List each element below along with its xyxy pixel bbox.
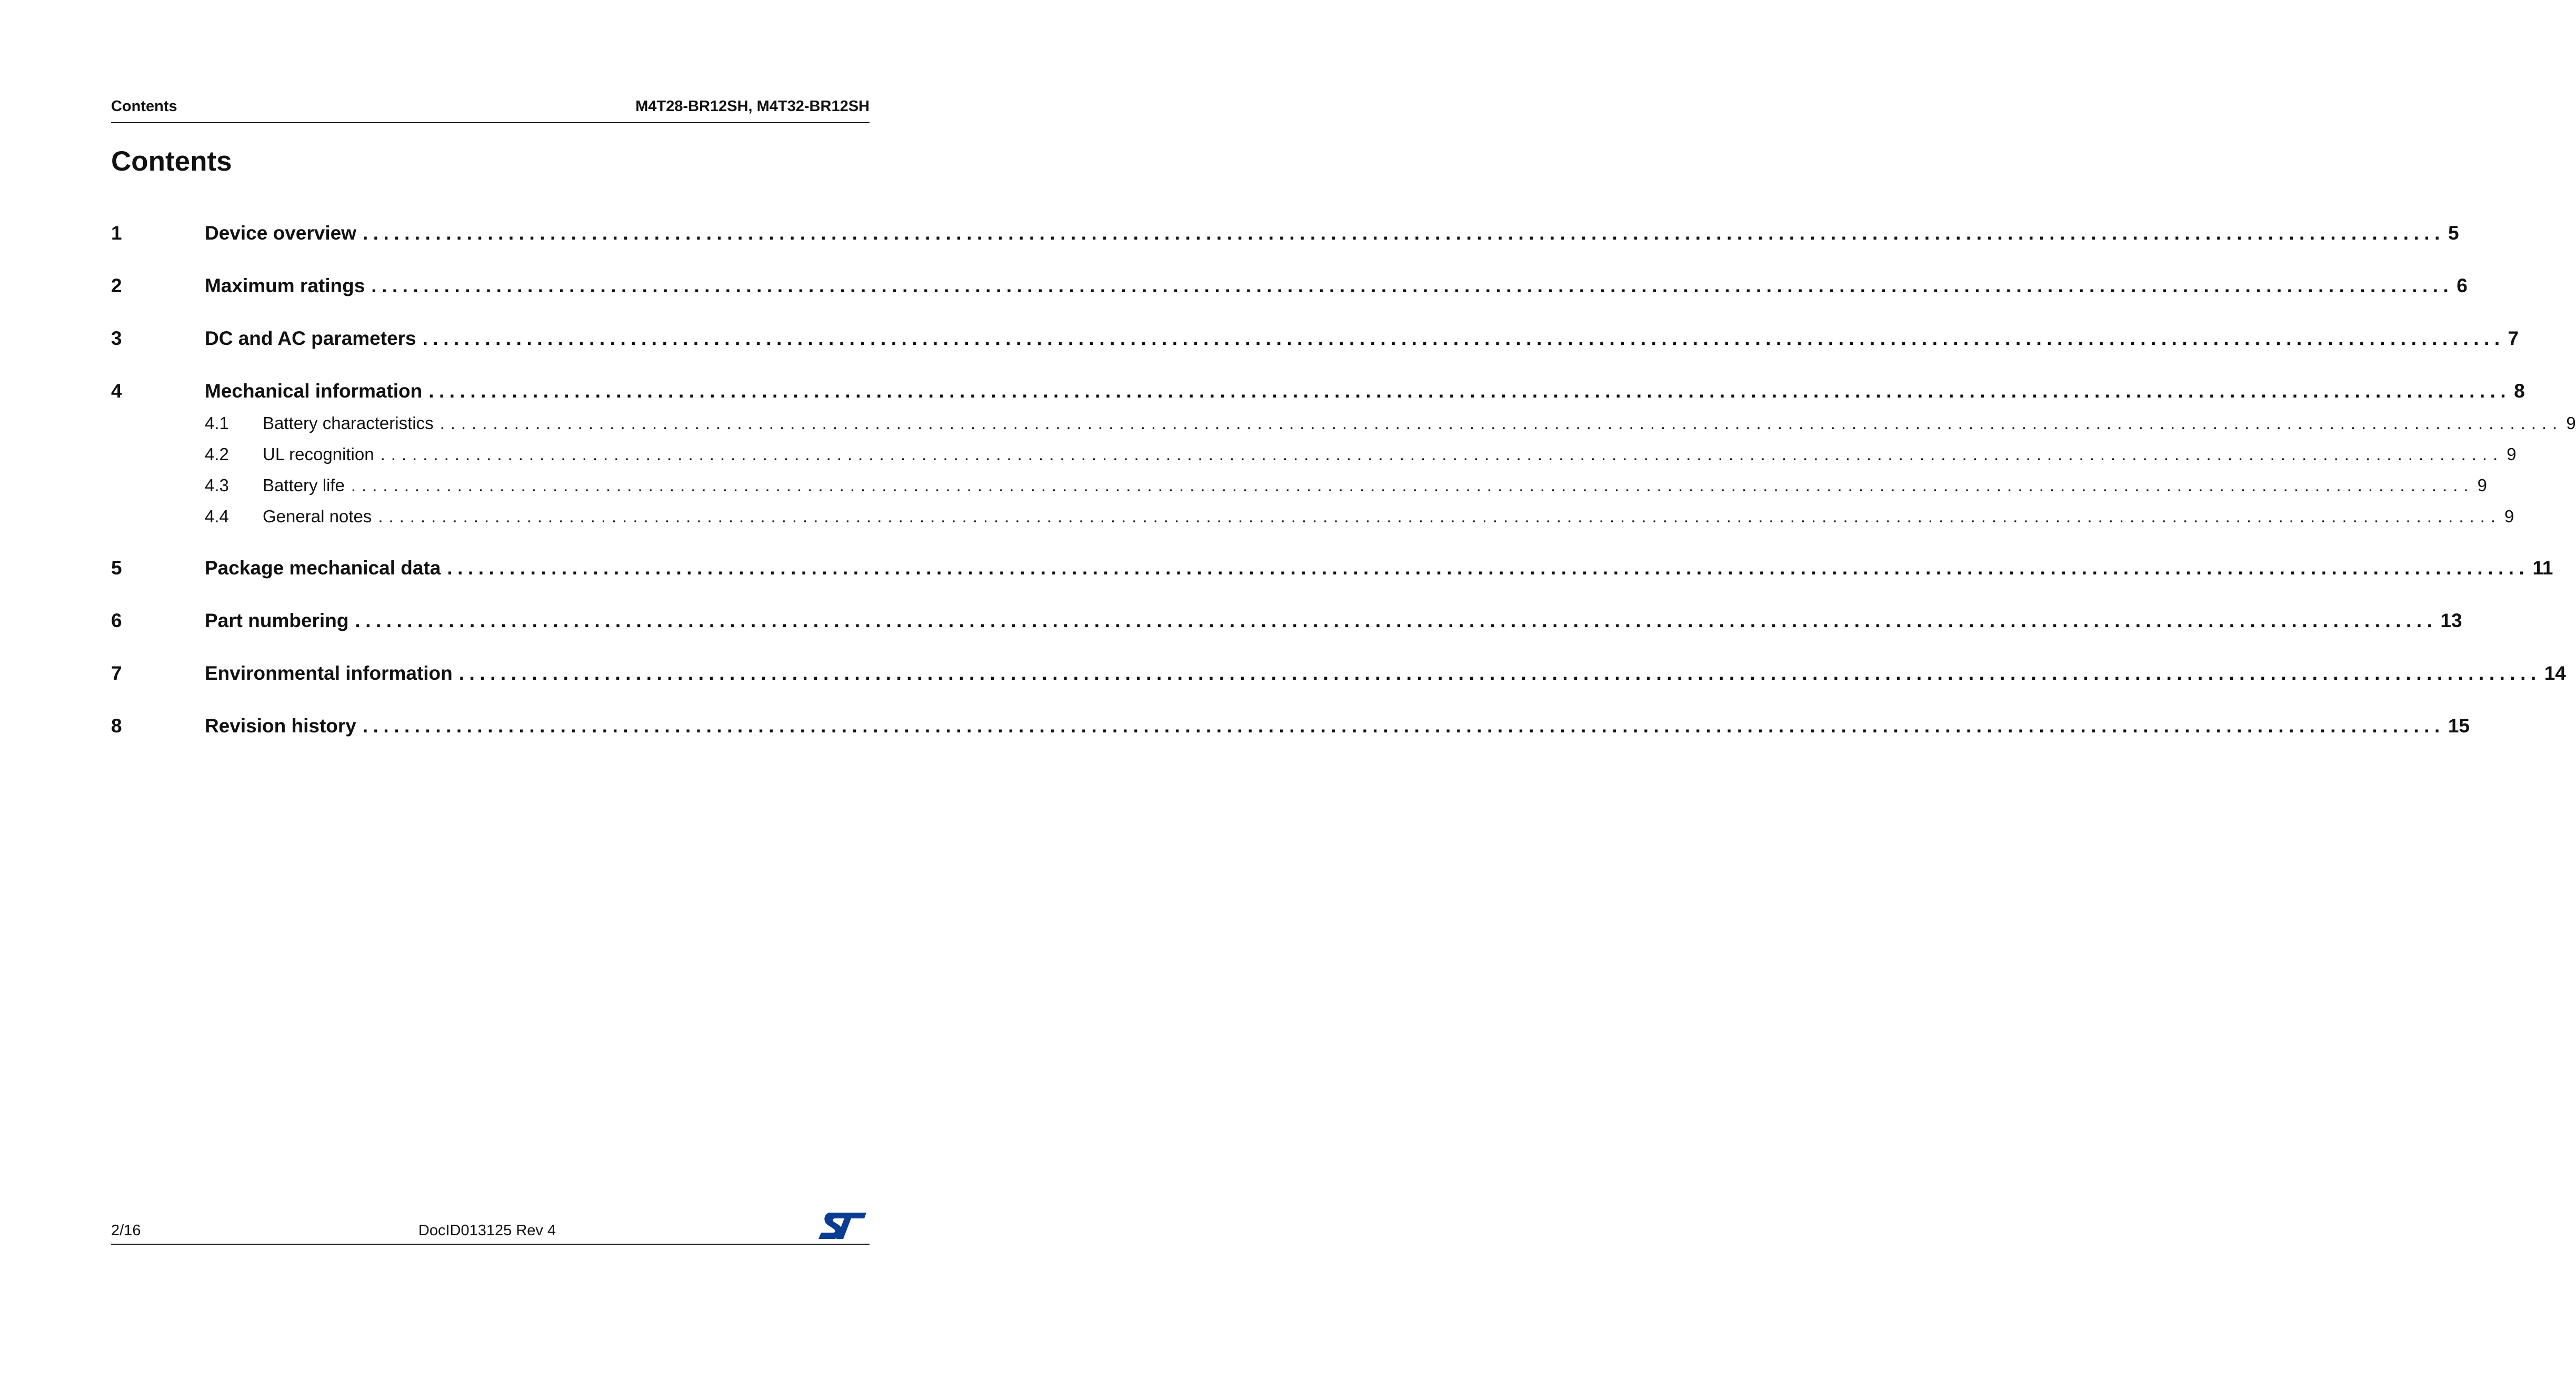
footer-divider bbox=[111, 1244, 870, 1245]
toc-entry-battery-life[interactable] bbox=[111, 474, 2487, 497]
toc-entry-number: 4 bbox=[111, 380, 122, 402]
toc-entry-page: 14 bbox=[2544, 662, 2566, 684]
toc-entry-number: 4.3 bbox=[205, 475, 229, 495]
toc-entry-environmental-information[interactable] bbox=[111, 661, 2566, 686]
toc-entry-title: Mechanical information bbox=[205, 380, 423, 402]
toc-entry-page: 13 bbox=[2440, 610, 2462, 631]
toc-entry-title: Environmental information bbox=[205, 662, 453, 684]
toc-entry-title: Battery characteristics bbox=[263, 413, 434, 433]
toc-entry-title: Device overview bbox=[205, 222, 356, 244]
toc-entry-page: 6 bbox=[2457, 275, 2468, 296]
toc-entry-title: General notes bbox=[263, 507, 372, 526]
footer-doc-id: DocID013125 Rev 4 bbox=[418, 1222, 556, 1239]
toc-entry-page: 5 bbox=[2448, 222, 2459, 244]
toc-entry-title: Revision history bbox=[205, 715, 356, 737]
toc-entry-number: 1 bbox=[111, 222, 122, 244]
toc-dot-leader: ........................................................................................................................................................................................................ bbox=[351, 475, 2474, 495]
toc-entry-page: 9 bbox=[2477, 475, 2487, 495]
toc-entry-page: 15 bbox=[2448, 715, 2470, 737]
toc-entry-number: 3 bbox=[111, 328, 122, 349]
toc-entry-maximum-ratings[interactable] bbox=[111, 274, 2468, 298]
toc-entry-part-numbering[interactable] bbox=[111, 609, 2462, 633]
toc-dot-leader: ........................................................................................................................................................................................................ bbox=[355, 610, 2438, 631]
toc-entry-page: 9 bbox=[2507, 444, 2517, 464]
toc-entry-page: 11 bbox=[2532, 557, 2553, 579]
toc-entry-title: Maximum ratings bbox=[205, 275, 365, 296]
header-divider bbox=[111, 122, 870, 123]
toc-dot-leader: ........................................................................................................................................................................................................ bbox=[362, 715, 2445, 737]
st-logo-icon bbox=[817, 1211, 867, 1241]
toc-entry-number: 5 bbox=[111, 557, 122, 579]
toc-entry-number: 4.4 bbox=[205, 507, 229, 526]
toc-dot-leader: ........................................................................................................................................................................................................ bbox=[447, 557, 2530, 579]
toc-entry-mechanical-information[interactable] bbox=[111, 379, 2525, 403]
toc-dot-leader: ........................................................................................................................................................................................................ bbox=[378, 507, 2502, 526]
toc-dot-leader: ........................................................................................................................................................................................................ bbox=[380, 444, 2504, 464]
toc-entry-battery-characteristics[interactable] bbox=[111, 412, 2576, 434]
toc-entry-page: 8 bbox=[2514, 380, 2525, 402]
toc-entry-number: 4.1 bbox=[205, 413, 229, 433]
toc-entry-ul-recognition[interactable] bbox=[111, 443, 2517, 465]
running-header-product: M4T28-BR12SH, M4T32-BR12SH bbox=[635, 98, 870, 115]
toc-entry-dc-ac-parameters[interactable] bbox=[111, 326, 2519, 351]
toc-entry-general-notes[interactable] bbox=[111, 505, 2514, 528]
toc-dot-leader: ........................................................................................................................................................................................................ bbox=[362, 222, 2445, 244]
toc-entry-page: 9 bbox=[2504, 507, 2514, 526]
toc-entry-page: 9 bbox=[2566, 413, 2576, 433]
toc-dot-leader: ........................................................................................................................................................................................................ bbox=[440, 413, 2563, 433]
toc-dot-leader: ........................................................................................................................................................................................................ bbox=[428, 380, 2511, 402]
toc-entry-revision-history[interactable] bbox=[111, 714, 2470, 738]
toc-entry-number: 8 bbox=[111, 715, 122, 737]
toc-dot-leader: ........................................................................................................................................................................................................ bbox=[422, 328, 2505, 349]
page-title: Contents bbox=[111, 146, 232, 177]
toc-dot-leader: ........................................................................................................................................................................................................ bbox=[458, 662, 2541, 684]
toc-entry-number: 4.2 bbox=[205, 444, 229, 464]
running-header-section: Contents bbox=[111, 98, 177, 115]
toc-entry-device-overview[interactable] bbox=[111, 221, 2459, 245]
toc-dot-leader: ........................................................................................................................................................................................................ bbox=[371, 275, 2454, 296]
toc-entry-title: Battery life bbox=[263, 475, 345, 495]
st-logo-shape bbox=[818, 1213, 866, 1239]
toc-entry-number: 7 bbox=[111, 662, 122, 684]
toc-entry-title: DC and AC parameters bbox=[205, 328, 416, 349]
footer-page-number: 2/16 bbox=[111, 1222, 141, 1239]
toc-entry-package-mechanical-data[interactable] bbox=[111, 556, 2553, 580]
toc-entry-number: 6 bbox=[111, 610, 122, 631]
toc-entry-number: 2 bbox=[111, 275, 122, 296]
toc-entry-title: Package mechanical data bbox=[205, 557, 441, 579]
toc-entry-title: UL recognition bbox=[263, 444, 374, 464]
toc-entry-title: Part numbering bbox=[205, 610, 349, 631]
toc-entry-page: 7 bbox=[2508, 328, 2519, 349]
